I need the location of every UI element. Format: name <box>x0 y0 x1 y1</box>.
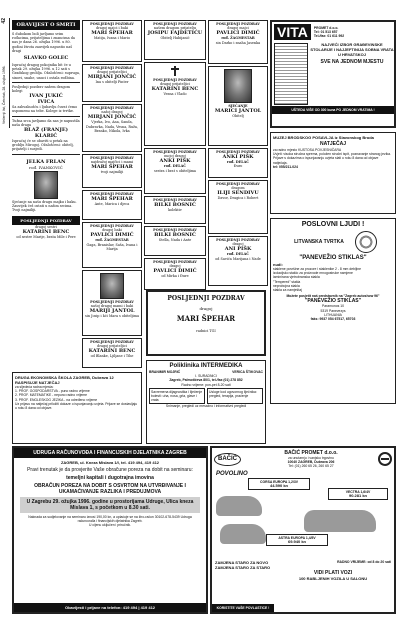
notice-sub: najdražoj majčici i mami <box>90 160 134 165</box>
school-title: DRUGA EKONOMSKA ŠKOLA ZAGREB, Dubrava 12 <box>15 375 114 380</box>
notice-title: POSLJEDNJI POZDRAV <box>90 156 134 160</box>
divider <box>12 154 80 155</box>
notice-sign: Matija, Ivana i Mario <box>93 36 131 41</box>
bacic-povolino: POVOLINO <box>216 470 248 477</box>
vita-badge: SVE NA JEDNOM MJESTU <box>320 59 384 65</box>
notice-name: PAVLICI DIMIĆ <box>153 268 197 275</box>
portrait-photo <box>224 69 252 103</box>
poslovni-item: "Tempered" stakla <box>273 279 301 284</box>
poslovni-address: Paramonos 10 <box>321 304 345 309</box>
notice-sub: dragoj baki <box>102 228 122 233</box>
notice-3 <box>208 148 268 178</box>
notice-sign: od Blanke, Ljiljane i Tihe <box>90 354 134 359</box>
notice-sign: kolektiv <box>168 208 182 213</box>
notice-name: ANKI PIŠK <box>222 154 254 161</box>
notice-title: POSLJEDNJI POZDRAV <box>153 78 197 82</box>
center-notice-sub: dragoj <box>199 306 213 311</box>
car-image <box>220 524 266 544</box>
intermedika-foot: Snimanje, pregledi uz mesažno i informativni pregledi <box>165 404 247 409</box>
notice-title: POSLJEDNJI POZDRAV <box>90 192 134 196</box>
bacic-sub: za unutarnju i vanjsku trgovinu <box>288 456 334 460</box>
obituary-text-5: Tužna srca javljamo da nas je napustila naša draga <box>12 118 80 127</box>
notice-title: POSLJEDNJI POZDRAV <box>90 66 134 70</box>
udruga-address: ZAGREB, ul. Kneza Mislava 1/I, tel. 419 494, 419 412 <box>60 460 160 465</box>
bacic-address: 10040 ZAGREB, Dubrava 206 <box>287 460 335 465</box>
bacic-foot: KORISTITE VAŠE POVLASTICE ! <box>212 604 274 612</box>
vita-saving: UŠTEDA VIŠE OD 300 kuna PO JEDNOM VRATIMA ! <box>272 106 394 114</box>
notice-5 <box>208 236 268 286</box>
notice-8 <box>82 338 142 368</box>
obituary-text-7: Sjećanje na našu dragu majku i baku. Zauvijek ćeš ostati u našim srcima. Tvoji najmiliji. <box>12 199 77 213</box>
notice-sign: Ina s obitelji Pinter <box>95 80 129 85</box>
notice-sub: dragom <box>231 186 245 191</box>
notice-5 <box>144 226 206 256</box>
notice-name: MARI ŠPEHAR <box>91 196 133 203</box>
intermedika-ad <box>146 360 266 444</box>
notice-2 <box>208 66 268 146</box>
poslovni-item: staklene površine za prozore i staklenike 2 - 8 mm debljine <box>273 267 362 271</box>
notice-4 <box>208 180 268 234</box>
udruga-course: temeljni kapitali i dugotrajna imovina <box>66 475 154 481</box>
notice-title: POSLJEDNJI POZDRAV <box>90 340 134 344</box>
vita-phone-2: Tel./fax: 01 611 992 <box>313 34 345 39</box>
bacic-used-2: 100 RABLJENIH VOZILA U SALONU <box>298 575 368 581</box>
udruga-free: U cijenu uključen i priručnik. <box>88 523 132 528</box>
opel-logo-icon <box>378 452 392 466</box>
obituary-name-4: JELKA FRLAN <box>26 158 66 165</box>
notice-name: MARICI JANTOL <box>214 108 262 115</box>
poslovni-item: stakla za namještaj <box>273 288 302 293</box>
poslovni-offers: nudi: <box>273 262 283 267</box>
bacic-ad <box>210 446 396 614</box>
notice-3 <box>144 148 206 194</box>
column-2 <box>82 20 142 370</box>
page-date: Večernji list, Četvrtak, 28. ožujka 1996. <box>2 65 6 124</box>
notice-title: POSLJEDNJI POZDRAV <box>216 150 260 154</box>
notice-sub: dragoj prijateljici <box>97 344 127 349</box>
notice-name: BILKI BOSNIĆ <box>154 232 196 239</box>
notice-sign: Đuro <box>233 164 243 169</box>
car-offer-astra <box>266 534 328 546</box>
notice-sub: dragoj majci <box>227 26 249 31</box>
notice-6 <box>82 222 142 268</box>
notice-title: POSLJEDNJI POZDRAV <box>90 22 134 26</box>
notice-title: POSLJEDNJI POZDRAV <box>153 228 197 232</box>
car-model: CORSA EUROPA 1,2/3V <box>260 479 298 484</box>
notice-name: MIRJANI JONČIĆ <box>87 74 137 81</box>
portrait-photo <box>100 273 124 299</box>
udruga-info: Obavijesti i prijave na telefon: 419 494 | 419 412 <box>14 603 206 612</box>
notice-sub: dragoj prijateljici <box>160 82 190 87</box>
notice-sign: Davor, Dragica i Robert <box>217 196 259 201</box>
notice-sign: Obitelj <box>232 114 244 119</box>
vita-logo: VITA <box>274 24 311 40</box>
column-4 <box>208 20 268 290</box>
poslovni-item: izolacijsko staklo za proizvode mnogostruke namjene <box>273 271 353 276</box>
obituary-name: SLAVKO GOLEC <box>23 55 69 62</box>
school-notice <box>12 372 142 444</box>
obituary-name-2: IVAN JUKIĆ <box>29 93 63 100</box>
car-image <box>216 496 262 516</box>
notice-3 <box>82 104 142 152</box>
notice-1 <box>82 20 142 62</box>
intermedika-name: Poliklinika INTERMEDIKA <box>169 363 243 369</box>
notice-sign: sin Josip i kći Mara s obiteljima <box>85 314 139 319</box>
notice-title: POSLJEDNJI POZDRAV <box>216 238 260 242</box>
intermedika-doctor-3: I. SURADNICI <box>195 374 217 379</box>
notice-name: JOSIPU FAJDETIĆU <box>147 30 203 37</box>
obituary-text-4: Sa zahvalnošću i ljubavlju čuvat ćemo uspomenu na tebe. Kolege iz tvrtke. <box>12 105 78 114</box>
farewell-sub: dragoj sestri <box>35 225 57 230</box>
center-notice-sign: radnici TGI <box>196 329 216 333</box>
udruga-title: UDRUGA RAČUNOVOĐA I FINANCIJSKIH DJELATNIKA ZAGREB <box>14 448 206 458</box>
vita-phone-1: Tel: 01 513 657 <box>313 29 338 34</box>
udruga-theme: OBRAČUN POREZA NA DOBIT S OSVRTOM NA UTVRĐIVANJE I UKAMAĆIVANJE RAZLIKA I PREDUJMOVA <box>34 483 186 495</box>
car-price: 90.281 kn <box>348 492 367 498</box>
obituary-text: S dubokom boli javljamo svim rođacima, prijateljima i znancima da nas je dana 26. ožujka 1996. u 80. godini života zauvijek napustio naš dragi <box>12 32 75 53</box>
bacic-title: BAČIĆ PROMET d.o.o. <box>284 450 338 456</box>
notice-1 <box>208 20 268 64</box>
notice-name: PAVLICI DIMIĆ <box>216 30 260 37</box>
car-image <box>304 510 376 532</box>
museum-heading: NATJEČAJ <box>319 141 347 147</box>
notice-sign: od Mirka i Đure <box>161 274 189 279</box>
vita-ad <box>270 20 396 128</box>
obituary-maiden-name: rođ. IVANKOVIĆ <box>29 164 63 170</box>
notice-sign: sin Darko i snaha Jasenka <box>215 40 261 45</box>
notice-maiden-name: rođ. ŽAGMESTAR <box>95 238 129 243</box>
center-notice <box>146 290 266 356</box>
museum-phone: tel: 055/211-024 <box>273 164 298 169</box>
notice-name: KATARINI BENC <box>151 86 199 93</box>
udruga-ad <box>12 446 208 614</box>
poslovni-fax: faks: 9937 054 67517, 65703 <box>310 317 356 322</box>
notice-title: POSLJEDNJI POZDRAV <box>153 150 197 154</box>
notice-sign: Vesna i Vlado <box>163 92 187 97</box>
cross-icon <box>171 66 179 76</box>
school-heading: RASPISUJE NATJEČAJ <box>15 380 60 385</box>
notice-sign: tvoji najmiliji <box>100 170 124 175</box>
notice-2 <box>82 64 142 102</box>
bacic-hours: RADNO VRIJEME: od 8 do 20 sati <box>337 559 391 564</box>
poslovni-country-2: LITHUANIA <box>324 312 342 317</box>
bacic-swap-2: ZAMJENA STARO ZA STARO <box>215 564 271 570</box>
farewell-name: KATARINI BENC <box>22 229 70 236</box>
car-model: VECTRA 1,6/4V <box>345 489 371 494</box>
notice-title: POSLJEDNJI POZDRAV <box>153 22 197 26</box>
school-item: 1. PROF. GOSPODARSTVA - puno radno vrijeme <box>15 389 90 394</box>
obituary-text-2: Ispraćaj dragog pokojnika bit će u petak 29. ožujka 1996. u 12 sati s Gradskog groblja. Ožalošćeni: supruga, sinovi, snahe, unuci i ostala rodbina. <box>12 63 80 80</box>
poslovni-country: LITVANSKA TVRTKA <box>294 239 344 245</box>
museum-title: MUZEJ BRODSKOG POSAVLJA iz Slavonskog Broda <box>273 135 374 140</box>
notice-sub: dragoj <box>232 242 244 247</box>
page-number: 42 <box>1 18 7 24</box>
obituary-text-3: Posljednji pozdrav našem dragom kolegi <box>12 84 70 94</box>
notice-title: POSLJEDNJI POZDRAV <box>90 300 134 304</box>
intermedika-services: Savremena dijagnostika i liječenje bolesti: uha, nosa, grla, glave i vrata <box>149 388 205 405</box>
notice-sub: dragoj <box>169 264 181 269</box>
school-intro: za sljedeća radna mjesta: <box>15 385 54 389</box>
notice-name: ANKI PIŠK <box>159 158 191 165</box>
notice-name: MARI ŠPEHAR <box>91 164 133 171</box>
notice-4 <box>144 196 206 224</box>
notice-name: ILIJI SENDIVU <box>217 190 259 197</box>
notice-maiden-name: rođ. DELAČ <box>226 160 250 165</box>
divider <box>12 116 80 117</box>
notice-sub: mojoj dragoj <box>164 154 186 159</box>
car-offer-vectra <box>328 488 388 500</box>
notice-sub: našem dragom prijatelju <box>153 26 197 31</box>
notice-sub: našoj dragoj <box>101 110 123 115</box>
notice-maiden-name: rođ. DELAČ <box>163 164 187 169</box>
bacic-phone: Tel: (01) 260 65 26, 260 65 27 <box>288 464 334 469</box>
notice-sign: od Savića Marijana i Nade <box>215 256 261 261</box>
intermedika-address: Zagreb, Palmotićeva 80/1, tel./fax (01) 278 852 <box>169 378 243 383</box>
udruga-intro: Pravi trenutak je da provjerite Vaše obračune poreza na dobit na seminaru: <box>27 467 193 473</box>
notice-name: MARIJI JANTOL <box>89 308 135 315</box>
notice-title: POSLJEDNJI POZDRAV <box>90 106 134 110</box>
vita-line: PROMET d.o.o. <box>313 25 339 30</box>
notice-sign: Vjerka, Ivo, Ana, Sanda, Dubravka, Nada, Vesna, Ruža, Branko, Nikola, Ivka <box>85 120 139 133</box>
notice-name: ANI PIŠK <box>224 246 252 253</box>
notice-sub: našoj dragoj mami i baki <box>90 304 134 309</box>
notice-name: KATARINI BENC <box>88 348 136 355</box>
car-offer-corsa <box>248 478 310 490</box>
notice-maiden-name: rođ. ŽAGMESTAR <box>221 36 255 41</box>
notice-name: BILKI BOSNIĆ <box>154 202 196 209</box>
notice-sign: Stella, Nada i Ante <box>158 238 192 243</box>
poslovni-item: neprobojna stakla <box>273 283 300 288</box>
intermedika-doctor-1: BRANIMIR MOJRIĆ <box>149 370 181 374</box>
farewell-header: POSLJEDNJI POZDRAV <box>12 216 80 225</box>
poslovni-item: laminirana vjetrobranska stakla <box>273 275 320 280</box>
page-strip <box>0 18 10 128</box>
farewell-sign: od sestre Marije, brata Mile i Pere <box>16 235 76 240</box>
notice-6 <box>144 258 206 290</box>
car-model: ASTRA EUROPA 1,4/5V <box>278 535 316 540</box>
school-item: 2. PROF. MATEMATIKE - nepuno radno vrijeme <box>15 393 88 398</box>
notice-4 <box>82 154 142 188</box>
notice-name: MARI ŠPEHAR <box>91 30 133 37</box>
obituary-name-3: BLAŽ (FRANJE) KLARIĆ <box>23 127 69 140</box>
museum-notice <box>270 132 396 214</box>
notice-5 <box>82 190 142 220</box>
car-price: 44.590 kn <box>269 482 288 488</box>
vita-offer: NAJVEĆI IZBOR GRAĐEVINSKE STOLARIJE I NAJJEFTINIJA SOBNA VRATA U HRVATSKOJ <box>310 42 394 57</box>
center-notice-title: POSLJEDNJI POZDRAV <box>167 295 245 302</box>
obituary-nickname: IVICA <box>37 99 55 106</box>
poslovni-company-2: "PANEVEŽIO STIKLAS" <box>304 298 362 305</box>
notice-title: POSLJEDNJI POZDRAV <box>90 224 134 228</box>
notice-title: SJEĆANJE <box>228 104 248 108</box>
notice-title: POSLJEDNJI POZDRAV <box>153 198 197 202</box>
notice-title: POSLJEDNJI POZDRAV <box>153 260 197 264</box>
notice-sign: Ante, Marica i djeca <box>94 202 130 207</box>
museum-text: za radno mjesto KUSTOSA POVJESNIČARA <box>273 148 342 152</box>
notice-sub: dragoj prijateljici <box>97 70 127 75</box>
company-logo-icon <box>355 231 377 253</box>
intermedika-hours: Radno vrijeme: pon-pet 8-20 sati <box>181 382 231 387</box>
notice-1 <box>144 20 206 60</box>
notice-sub: dragoj majci i baki <box>96 26 128 31</box>
notice-sign: Gaga, Branislav, Saša, Ivana i Marija <box>86 242 138 251</box>
poslovni-city: 5319 Panevezys <box>320 308 346 313</box>
intermedika-doctor-2: VERICA ŠTIKOVAC <box>232 370 263 374</box>
notice-maiden-name: rođ. DELAČ <box>226 252 250 257</box>
divider <box>12 82 80 83</box>
udruga-date: U Zagrebu 29. ožujka 1996. godine u prostorijama Udruge, Ulica kneza Mislava 1, s početkom u 8.30 sati. <box>20 497 200 513</box>
column-1 <box>12 20 80 370</box>
intermedika-services-2: Usluge kod ugovornog liječnika: pregled, terapija, praćenje <box>207 388 263 405</box>
notice-name: PAVLICI DIMIĆ <box>90 232 134 239</box>
udruga-fee: Naknada za sudjelovanje na seminaru iznosi 190,00 kn, a uplaćuje se na žiro-račun 30102-678-5439 Udruga računovođa i financijskih djelatnika Zagreb. <box>28 515 192 524</box>
bacic-logo: BAČIĆ <box>214 453 241 466</box>
school-item: 3. PROF. ENGLESKOG JEZIKA - na određeno vrijeme <box>15 397 98 402</box>
bacic-swap: ZAMJENA STARO ZA NOVO <box>215 559 269 565</box>
portrait-photo <box>34 171 58 199</box>
notice-title: POSLJEDNJI POZDRAV <box>216 22 260 26</box>
notice-name: MIRJANI JONČIĆ <box>87 114 137 121</box>
notice-sign: Obitelj Habijanić <box>160 36 190 41</box>
notice-sign: sestra i brat s obiteljima <box>154 168 196 173</box>
center-notice-name: MARI ŠPEHAR <box>176 314 236 323</box>
notice-2 <box>144 62 206 146</box>
school-note: Uz prijavu na natječaj priložiti dokaze o ispunjavanju uvjeta. Prijave se dostavljaju u roku 8 dana od objave. <box>15 401 138 411</box>
poslovni-title: POSLOVNI LJUDI ! <box>301 221 365 228</box>
museum-req: Uvjeti: visoka stručna sprema, položen stručni ispit, poznavanje stranog jezika. Prijave s dokazima o ispunjavanju uvjeta slati u roku 8 dana od objave natječaja. <box>273 152 391 165</box>
notice-7 <box>82 270 142 336</box>
poslovni-note: Možete posjetit naš predstavnik na "Zagreb autoshow 96" <box>286 294 380 299</box>
obituary-text-6: Ispraćaj će se obaviti u petak na groblju Mirogoj. Ožalošćeni: obitelj, prijatelji i susjedi. <box>12 139 74 152</box>
obituary-header: OBAVIJEST O SMRTI <box>12 20 80 30</box>
column-3 <box>144 20 206 290</box>
bacic-used: VIDI PLATI VOZI <box>313 569 353 576</box>
notice-title: POSLJEDNJI POZDRAV <box>216 182 260 186</box>
door-image <box>274 43 308 105</box>
poslovni-ad <box>270 218 396 404</box>
car-price: 69.940 kn <box>287 538 306 544</box>
poslovni-company: "PANEVEŽIO STIKLAS" <box>299 255 367 261</box>
